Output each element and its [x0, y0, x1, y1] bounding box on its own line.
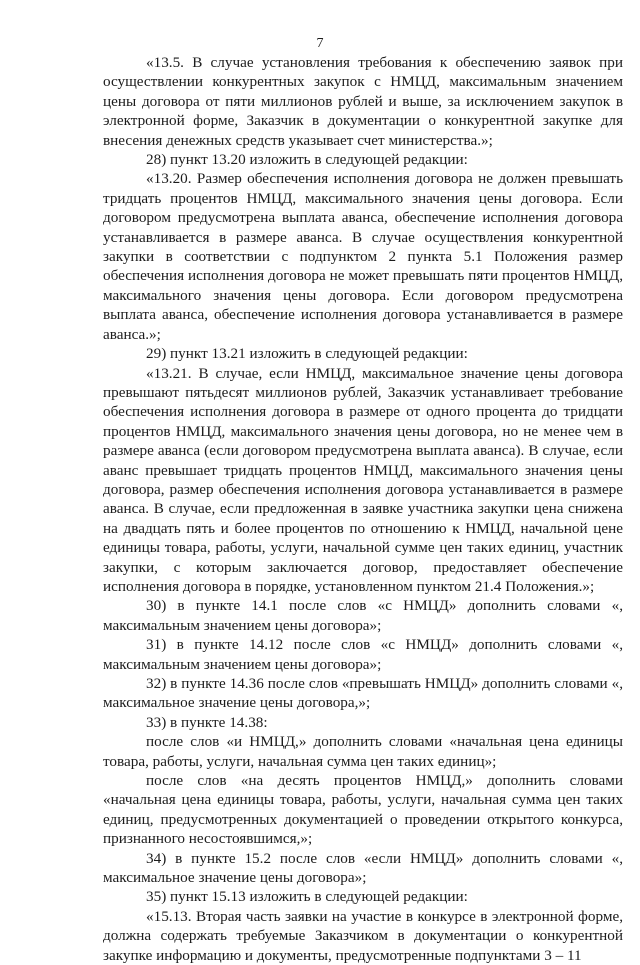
- text-line: 35) пункт 15.13 изложить в следующей редакции:: [146, 888, 468, 906]
- text-line: устанавливается в размере аванса. В случае осуществления конкурентной: [103, 228, 623, 246]
- text-line: максимального значения цены договора. Если договором предусмотрена: [103, 286, 623, 304]
- paragraph: [103, 849, 623, 888]
- text-line: осуществлении конкурентных закупок с НМЦД, максимальным значением: [103, 73, 623, 91]
- text-line: максимальное значение цены договора,»;: [103, 694, 371, 712]
- text-line: исполнения договора в порядке, установленном пунктом 21.4 Положения.»;: [103, 577, 595, 595]
- text-line: должна содержать требуемые Заказчиком в документации о конкурентной: [103, 927, 623, 945]
- text-line: аванс превышает тридцать процентов НМЦД, максимального значения цены: [103, 461, 623, 479]
- text-line: договором предусмотрена выплата аванса, обеспечение исполнения договора: [103, 209, 623, 227]
- paragraph: [103, 635, 623, 674]
- paragraph: [103, 907, 623, 965]
- text-line: 28) пункт 13.20 изложить в следующей редакции:: [146, 151, 468, 169]
- text-line: признанного несостоявшимся,»;: [103, 830, 313, 848]
- text-line: 32) в пункте 14.36 после слов «превышать НМЦД» дополнить словами «,: [146, 675, 623, 692]
- text-line: 31) в пункте 14.12 после слов «с НМЦД» дополнить словами «,: [146, 636, 623, 654]
- text-line: размере аванса (если договором предусмотрена выплата аванса). В случае, если: [103, 442, 623, 460]
- text-line: 30) в пункте 14.1 после слов «с НМЦД» дополнить словами «,: [146, 597, 623, 615]
- text-line: единиц, предусмотренных документацией о проведении открытого конкурса,: [103, 810, 623, 828]
- text-line: максимальное значение цены договора»;: [103, 869, 367, 887]
- paragraph: [103, 169, 623, 344]
- text-line: закупки, с которым заключается договор, предоставляет обеспечение: [103, 558, 623, 576]
- text-line: «13.21. В случае, если НМЦД, максимальное значение цены договора: [146, 364, 623, 382]
- paragraph: [103, 887, 623, 906]
- paragraph: [103, 53, 623, 150]
- text-line: выплата аванса, обеспечение исполнения договора устанавливается в размере: [103, 306, 623, 324]
- text-line: после слов «и НМЦД,» дополнить словами «начальная цена единицы: [146, 733, 623, 751]
- paragraph: [103, 674, 623, 713]
- text-line: на двадцать пять и более процентов по отношению к НМЦД, начальной цене: [103, 519, 623, 537]
- text-line: единицы товара, работы, услуги, начальной сумме цен таких единиц, участник: [103, 539, 623, 557]
- text-line: закупке информацию и документы, предусмотренные подпунктами 3 – 11: [103, 946, 582, 964]
- paragraph: [103, 732, 623, 771]
- paragraph: [103, 713, 623, 732]
- document-body: [103, 53, 623, 965]
- text-line: внесения денежных средств указывает счет министерства.»;: [103, 131, 493, 149]
- text-line: «13.5. В случае установления требования к обеспечению заявок при: [146, 54, 623, 71]
- text-line: закупки в соответствии с подпунктом 2 пункта 5.1 Положения размер: [103, 248, 623, 266]
- text-line: цены договора от пяти миллионов рублей и выше, за исключением закупок в: [103, 92, 623, 110]
- text-line: 33) в пункте 14.38:: [146, 713, 268, 731]
- paragraph: [103, 596, 623, 635]
- text-line: процентов НМЦД, максимального значения цены договора, но не менее чем в: [103, 422, 623, 440]
- text-line: «начальная цена единицы товара, работы, услуги, начальная сумма цен таких: [103, 791, 623, 809]
- text-line: аванса.»;: [103, 325, 161, 343]
- text-line: обеспечения исполнения договора не может превышать пяти процентов НМЦД,: [103, 267, 623, 285]
- text-line: максимальным значением цены договора»;: [103, 655, 382, 673]
- text-line: электронной форме, Заказчик в документации о конкурентной закупке для: [103, 112, 623, 130]
- text-line: аванса. В случае, если предложенная в заявке участника закупки цена снижена: [103, 500, 623, 518]
- text-line: максимальным значением цены договора»;: [103, 616, 382, 634]
- paragraph: [103, 771, 623, 849]
- text-line: превышают пятьдесят миллионов рублей, Заказчик устанавливает требование: [103, 383, 623, 401]
- page-number: 7: [316, 36, 324, 51]
- paragraph: [103, 344, 623, 363]
- text-line: договора, размер обеспечения исполнения договора устанавливается в размере: [103, 480, 623, 498]
- text-line: после слов «на десять процентов НМЦД,» дополнить словами: [146, 772, 623, 790]
- text-line: 29) пункт 13.21 изложить в следующей редакции:: [146, 345, 468, 363]
- text-line: товара, работы, услуги, начальная сумма цен таких единиц»;: [103, 752, 497, 770]
- text-line: обеспечения исполнения договора в размере от одного процента до тридцати: [103, 403, 623, 421]
- text-line: «15.13. Вторая часть заявки на участие в конкурсе в электронной форме,: [146, 907, 623, 925]
- paragraph: [103, 150, 623, 169]
- paragraph: [103, 364, 623, 597]
- text-line: 34) в пункте 15.2 после слов «если НМЦД» дополнить словами «,: [146, 849, 623, 867]
- text-line: тридцать процентов НМЦД, максимального значения цены договора. Если: [103, 189, 623, 207]
- text-line: «13.20. Размер обеспечения исполнения договора не должен превышать: [146, 170, 623, 188]
